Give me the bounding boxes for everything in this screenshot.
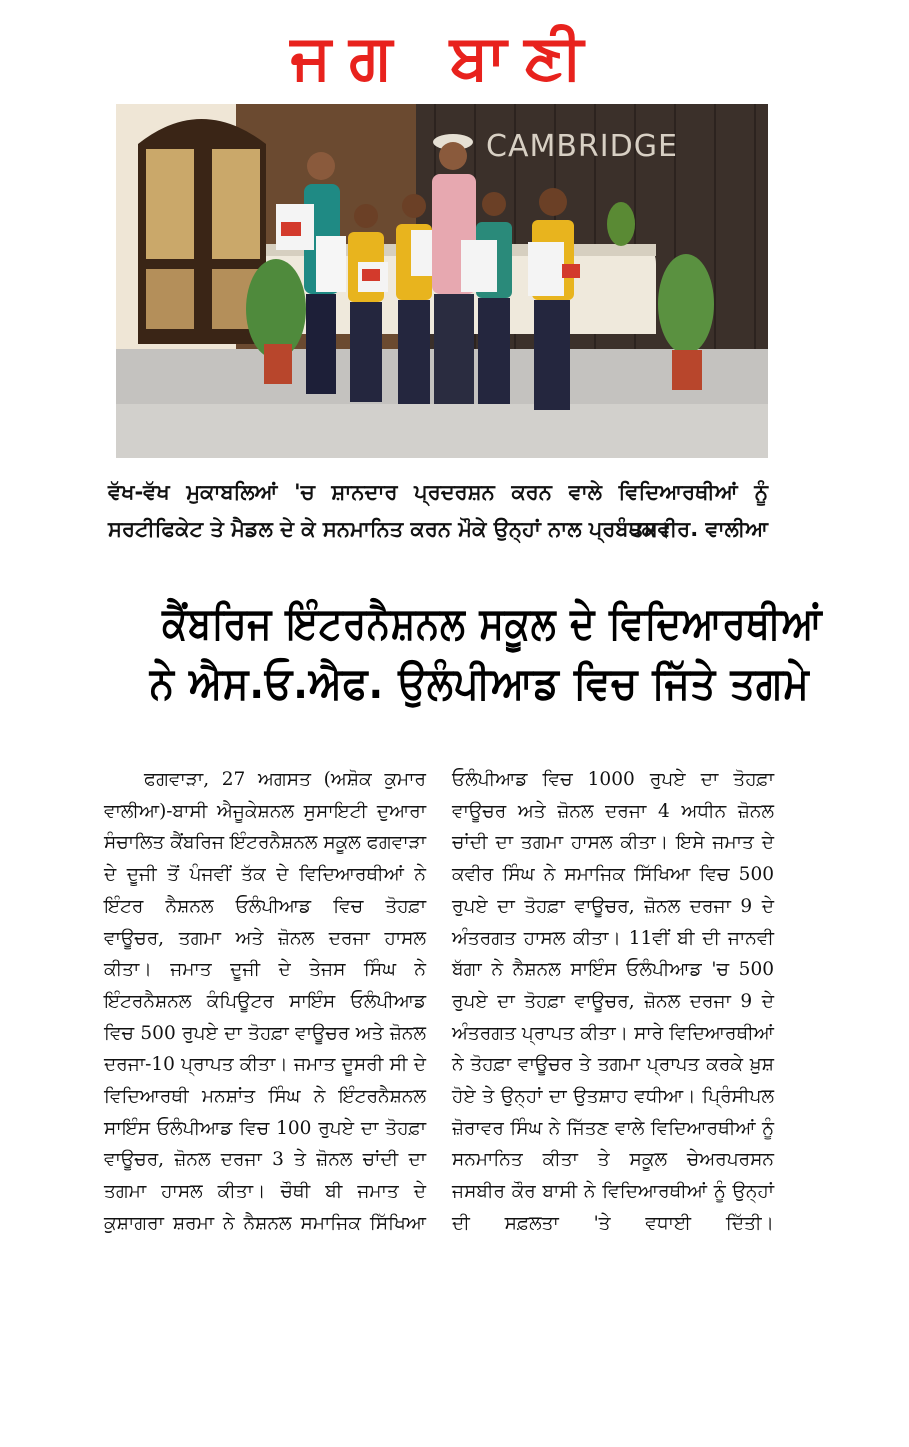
photo-credit: ਤਸਵੀਰ. ਵਾਲੀਆ xyxy=(630,517,768,541)
article-body-left: ਫਗਵਾੜਾ, 27 ਅਗਸਤ (ਅਸ਼ੋਕ ਕੁਮਾਰ ਵਾਲੀਆ)-ਬਾਸੀ ਐਜੂਕੇਸ਼ਨਲ ਸੁਸਾਇਟੀ ਦੁਆਰਾ ਸੰਚਾਲਿਤ ਕੈਂਬਰਿਜ ਇੰਟਰਨੈਸ਼ਨਲ ਸਕੂਲ ਫਗਵਾੜਾ ਦੇ ਦੂਜੀ ਤੋਂ ਪੰਜਵੀਂ ਤੱਕ ਦੇ ਵਿਦਿਆਰਥੀਆਂ ਨੇ ਇੰਟਰ ਨੈਸ਼ਨਲ ਓਲੰਪੀਆਡ ਵਿਚ ਤੋਹਫ਼ਾ ਵਾਊਚਰ, ਤਗਮਾ ਅਤੇ ਜ਼ੋਨਲ ਦਰਜਾ ਹਾਸਲ ਕੀਤਾ। ਜਮਾਤ ਦੂਜੀ ਦੇ ਤੇਜਸ ਸਿੰਘ ਨੇ ਇੰਟਰਨੈਸ਼ਨਲ ਕੰਪਿਊਟਰ ਸਾਇੰਸ ਓਲੰਪੀਆਡ ਵਿਚ 500 ਰੁਪਏ ਦਾ ਤੋਹਫ਼ਾ ਵਾਊਚਰ ਅਤੇ ਜ਼ੋਨਲ ਦਰਜਾ-10 ਪ੍ਰਾਪਤ ਕੀਤਾ। ਜਮਾਤ ਦੂਸਰੀ ਸੀ ਦੇ ਵਿਦਿਆਰਥੀ ਮਨਸ਼ਾਂਤ ਸਿੰਘ ਨੇ ਇੰਟਰਨੈਸ਼ਨਲ ਸਾਇੰਸ ਓਲੰਪੀਆਡ ਵਿਚ 100 ਰੁਪਏ ਦਾ ਤੋਹਫ਼ਾ ਵਾਊਚਰ, ਜ਼ੋਨਲ ਦਰਜਾ 3 ਤੇ ਜ਼ੋਨਲ ਚਾਂਦੀ ਦਾ ਤਗਮਾ ਹਾਸਲ ਕੀਤਾ। ਚੌਥੀ ਬੀ ਜਮਾਤ ਦੇ ਕੁਸ਼ਾਗਰਾ ਸ਼ਰਮਾ ਨੇ ਨੈਸ਼ਨਲ ਸਮਾਜਿਕ ਸਿੱਖਿਆ xyxy=(104,769,426,1234)
newspaper-masthead xyxy=(142,22,750,92)
headline-line-1: ਕੈਂਬਰਿਜ ਇੰਟਰਨੈਸ਼ਨਲ ਸਕੂਲ ਦੇ ਵਿਦਿਆਰਥੀਆਂ xyxy=(162,598,823,649)
photo-caption xyxy=(108,474,768,548)
caption-text: ਵੱਖ-ਵੱਖ ਮੁਕਾਬਲਿਆਂ 'ਚ ਸ਼ਾਨਦਾਰ ਪ੍ਰਦਰਸ਼ਨ ਕਰਨ ਵਾਲੇ ਵਿਦਿਆਰਥੀਆਂ ਨੂੰ ਸਰਟੀਫਿਕੇਟ ਤੇ ਮੈਡਲ ਦੇ ਕੇ ਸਨਮਾਨਿਤ ਕਰਨ ਮੌਕੇ ਉਨ੍ਹਾਂ ਨਾਲ ਪ੍ਰਬੰਧਕ। xyxy=(108,480,768,541)
article-body-right: ਓਲੰਪੀਆਡ ਵਿਚ 1000 ਰੁਪਏ ਦਾ ਤੋਹਫ਼ਾ ਵਾਊਚਰ ਅਤੇ ਜ਼ੋਨਲ ਦਰਜਾ 4 ਅਧੀਨ ਜ਼ੋਨਲ ਚਾਂਦੀ ਦਾ ਤਗਮਾ ਹਾਸਲ ਕੀਤਾ। ਇਸੇ ਜਮਾਤ ਦੇ ਕਵੀਰ ਸਿੰਘ ਨੇ ਸਮਾਜਿਕ ਸਿੱਖਿਆ ਵਿਚ 500 ਰੁਪਏ ਦਾ ਤੋਹਫ਼ਾ ਵਾਊਚਰ, ਜ਼ੋਨਲ ਦਰਜਾ 9 ਦੇ ਅੰਤਰਗਤ ਹਾਸਲ ਕੀਤਾ। 11ਵੀਂ ਬੀ ਦੀ ਜਾਨਵੀ ਬੱਗਾ ਨੇ ਨੈਸ਼ਨਲ ਸਾਇੰਸ ਓਲੰਪੀਆਡ 'ਚ 500 ਰੁਪਏ ਦਾ ਤੋਹਫ਼ਾ ਵਾਊਚਰ, ਜ਼ੋਨਲ ਦਰਜਾ 9 ਦੇ ਅੰਤਰਗਤ ਪ੍ਰਾਪਤ ਕੀਤਾ। ਸਾਰੇ ਵਿਦਿਆਰਥੀਆਂ ਨੇ ਤੋਹਫ਼ਾ ਵਾਊਚਰ ਤੇ ਤਗਮਾ ਪ੍ਰਾਪਤ ਕਰਕੇ ਖ਼ੁਸ਼ ਹੋਏ ਤੇ ਉਨ੍ਹਾਂ ਦਾ ਉਤਸ਼ਾਹ ਵਧੀਆ। ਪ੍ਰਿੰਸੀਪਲ ਜ਼ੋਰਾਵਰ ਸਿੰਘ ਨੇ ਜਿੱਤਣ ਵਾਲੇ ਵਿਦਿਆਰਥੀਆਂ ਨੂੰ ਸਨਮਾਨਿਤ ਕੀਤਾ ਤੇ ਸਕੂਲ ਚੇਅਰਪਰਸਨ ਜਸਬੀਰ ਕੌਰ ਬਾਸੀ ਨੇ ਵਿਦਿਆਰਥੀਆਂ ਨੂੰ ਉਨ੍ਹਾਂ ਦੀ ਸਫ਼ਲਤਾ 'ਤੇ ਵਧਾਈ ਦਿੱਤੀ। xyxy=(452,769,774,1234)
article-column-right xyxy=(452,764,774,1240)
article-column-left xyxy=(104,764,426,1240)
cambridge-sign: CAMBRIDGE xyxy=(486,129,678,164)
headline-line-2: ਨੇ ਐਸ.ਓ.ਐਫ. ਉਲੰਪੀਆਡ ਵਿਚ ਜਿੱਤੇ ਤਗਮੇ xyxy=(149,658,810,709)
masthead-title: ਜਗ ਬਾਣੀ xyxy=(290,20,602,93)
article-headline xyxy=(108,594,823,714)
news-photo xyxy=(116,104,768,458)
